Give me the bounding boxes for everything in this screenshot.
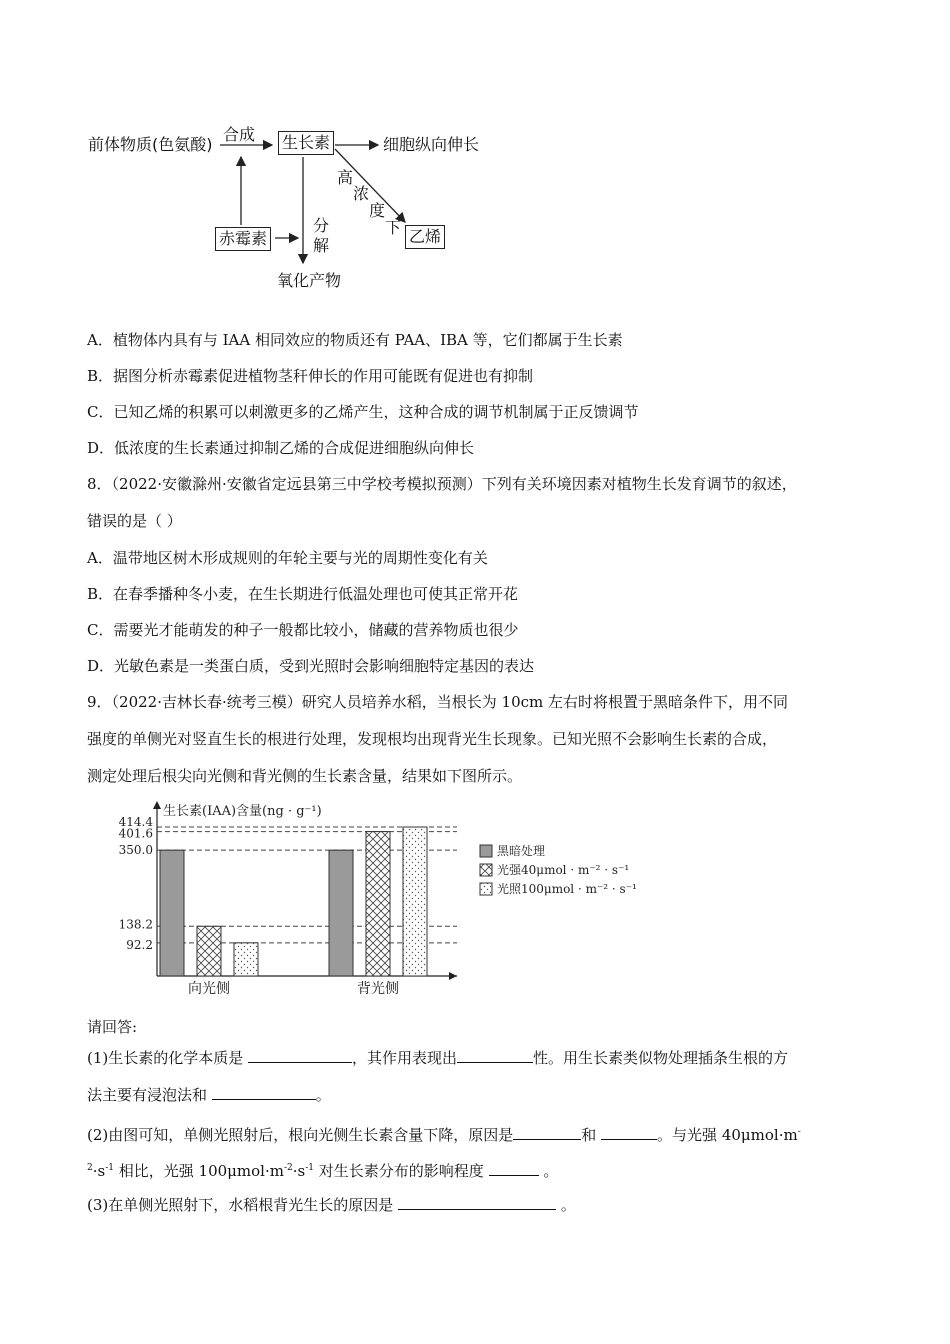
high-conc-char: 下 xyxy=(385,218,402,237)
p2-text-h: 。 xyxy=(543,1162,559,1180)
p2-text-f: ·s xyxy=(292,1162,306,1180)
p1-text-a: (1)生长素的化学本质是 xyxy=(87,1049,249,1067)
q8-stem-line1: 8．（2022·安徽滁州·安徽省定远县第三中学校考模拟预测）下列有关环境因素对植物生长发育调节的叙述， xyxy=(87,475,797,493)
sup-neg1: -1 xyxy=(105,1163,114,1173)
legend-label: 黑暗处理 xyxy=(497,844,546,858)
p3-text-b: 。 xyxy=(560,1196,576,1214)
answer-p1-line2 xyxy=(87,1085,331,1105)
q7-option-a: A．植物体内具有与 IAA 相同效应的物质还有 PAA、IBA 等，它们都属于生长素 xyxy=(87,331,623,349)
auxin-box: 生长素 xyxy=(278,131,334,155)
sup-neg2b: -2 xyxy=(283,1163,293,1173)
q7-option-b: B．据图分析赤霉素促进植物茎秆伸长的作用可能既有促进也有抑制 xyxy=(87,367,534,385)
blank-reason-1[interactable] xyxy=(513,1125,581,1140)
iaa-content-chart xyxy=(105,795,665,1000)
bar xyxy=(366,832,390,976)
p1-text-b: ，其作用表现出 xyxy=(352,1049,458,1067)
q7-option-c: C．已知乙烯的积累可以刺激更多的乙烯产生，这种合成的调节机制属于正反馈调节 xyxy=(87,403,639,421)
q9-stem-line1: 9．（2022·吉林长春·统考三模）研究人员培养水稻，当根长为 10cm 左右时将根置于黑暗条件下，用不同 xyxy=(87,693,789,711)
legend-swatch xyxy=(480,845,492,857)
sup-neg2: 2 xyxy=(87,1163,93,1173)
blank-reason-2[interactable] xyxy=(601,1125,657,1140)
elongation-label: 细胞纵向伸长 xyxy=(383,135,480,154)
q9-stem-line3: 测定处理后根尖向光侧和背光侧的生长素含量，结果如下图所示。 xyxy=(87,767,523,785)
y-axis-arrow xyxy=(153,801,161,809)
answer-p2-line1 xyxy=(87,1122,801,1145)
high-conc-char: 浓 xyxy=(353,184,370,203)
sup-neg1b: -1 xyxy=(305,1163,314,1173)
auxin-regulation-diagram xyxy=(85,125,505,295)
legend-swatch xyxy=(480,864,492,876)
high-conc-char: 度 xyxy=(369,201,386,220)
blank-influence-degree[interactable] xyxy=(489,1161,539,1176)
decompose-char: 解 xyxy=(313,236,330,255)
x-axis-arrow xyxy=(449,972,457,980)
p2-text-a: (2)由图可知，单侧光照射后，根向光侧生长素含量下降，原因是 xyxy=(87,1126,514,1144)
precursor-label: 前体物质(色氨酸) xyxy=(88,135,213,154)
p2-text-b: 和 xyxy=(581,1126,602,1144)
blank-auxin-nature[interactable] xyxy=(248,1048,352,1063)
bar xyxy=(329,850,353,976)
high-conc-char: 高 xyxy=(337,168,354,187)
p2-text-g: 对生长素分布的影响程度 xyxy=(313,1162,489,1180)
p2-text-e: 相比，光强 100μmol·m xyxy=(113,1162,284,1180)
bar xyxy=(234,943,258,976)
gibberellin-box: 赤霉素 xyxy=(215,227,271,251)
y-axis-label: 生长素(IAA)含量(ng · g⁻¹) xyxy=(163,804,322,819)
x-tick-label: 向光侧 xyxy=(188,981,230,997)
q8-option-c: C．需要光才能萌发的种子一般都比较小，储藏的营养物质也很少 xyxy=(87,621,519,639)
p1-text-c: 性。用生长素类似物处理插条生根的方 xyxy=(533,1049,789,1067)
p2-text-d: ·s xyxy=(92,1162,106,1180)
synthesis-label: 合成 xyxy=(223,125,256,144)
answer-p2-line2 xyxy=(87,1158,558,1181)
legend-label: 光照100μmol · m⁻² · s⁻¹ xyxy=(497,882,637,896)
y-tick-label: 92.2 xyxy=(126,937,153,952)
q8-stem-line2: 错误的是（ ） xyxy=(87,512,182,530)
decompose-char: 分 xyxy=(313,216,330,235)
legend-label: 光强40μmol · m⁻² · s⁻¹ xyxy=(497,863,630,877)
p1-text-e: 。 xyxy=(315,1086,331,1104)
bar xyxy=(160,850,184,976)
bar xyxy=(197,926,221,976)
y-tick-label: 350.0 xyxy=(118,843,153,858)
legend-swatch xyxy=(480,883,492,895)
q7-option-d: D．低浓度的生长素通过抑制乙烯的合成促进细胞纵向伸长 xyxy=(87,439,475,457)
blank-rooting-method[interactable] xyxy=(212,1085,316,1100)
y-tick-label: 401.6 xyxy=(118,826,153,841)
sup-neg: - xyxy=(797,1127,801,1137)
ethylene-box: 乙烯 xyxy=(405,225,445,249)
answer-p3 xyxy=(87,1195,576,1215)
x-tick-label: 背光侧 xyxy=(357,981,399,997)
p3-text-a: (3)在单侧光照射下，水稻根背光生长的原因是 xyxy=(87,1196,399,1214)
oxidation-product-label: 氧化产物 xyxy=(277,271,342,290)
blank-auxin-action[interactable] xyxy=(457,1048,533,1063)
q9-stem-line2: 强度的单侧光对竖直生长的根进行处理，发现根均出现背光生长现象。已知光照不会影响生长素的合成， xyxy=(87,730,778,748)
answer-p1-line1 xyxy=(87,1048,788,1068)
p2-text-c: 。与光强 40μmol·m xyxy=(657,1126,798,1144)
q8-option-b: B．在春季播种冬小麦，在生长期进行低温处理也可使其正常开花 xyxy=(87,585,519,603)
p1-text-d: 法主要有浸泡法和 xyxy=(87,1086,212,1104)
q8-option-a: A．温带地区树木形成规则的年轮主要与光的周期性变化有关 xyxy=(87,549,488,567)
bar xyxy=(403,827,427,976)
blank-backlight-reason[interactable] xyxy=(398,1195,556,1210)
q8-option-d: D．光敏色素是一类蛋白质，受到光照时会影响细胞特定基因的表达 xyxy=(87,657,535,675)
answer-prompt: 请回答: xyxy=(87,1018,138,1036)
y-tick-label: 414.4 xyxy=(118,815,153,829)
y-tick-label: 138.2 xyxy=(118,917,153,932)
